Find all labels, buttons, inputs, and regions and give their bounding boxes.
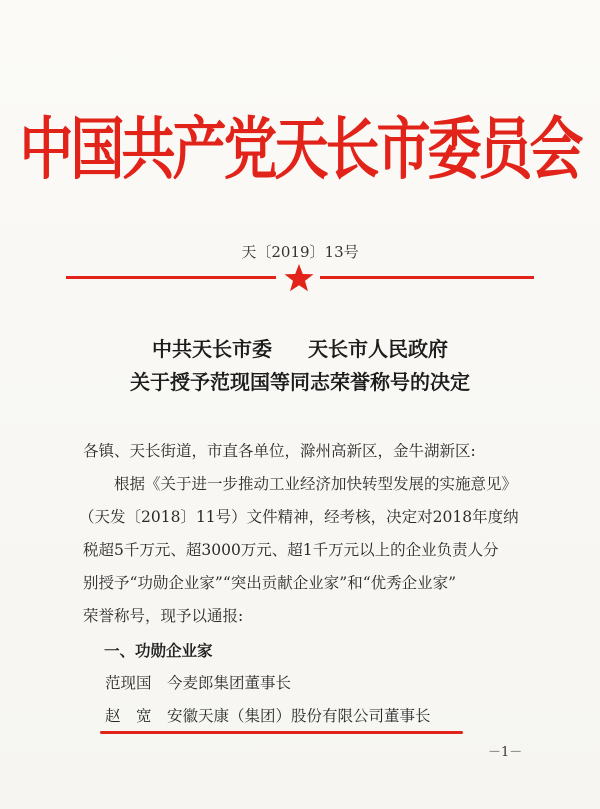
paragraph-line-1: 根据《关于进一步推动工业经济加快转型发展的实施意见》 <box>114 475 518 493</box>
paragraph-line-3: 税超5千万元、超3000万元、超1千万元以上的企业负责人分 <box>83 541 499 559</box>
awardee-name: 赵 宽 <box>105 707 152 725</box>
title-issuers <box>0 333 600 362</box>
red-divider-right <box>320 276 534 279</box>
awardee-role: 今麦郎集团董事长 <box>167 674 292 692</box>
paragraph-line-5: 荣誉称号，现予以通报: <box>83 607 244 625</box>
issuer-government: 天长市人民政府 <box>308 337 448 361</box>
paragraph-line-4: 别授予“功勋企业家”“突出贡献企业家”和“优秀企业家” <box>83 574 457 592</box>
masthead-title: 中国共产党天长市委员会 <box>19 110 581 189</box>
list-item <box>105 671 291 693</box>
salutation: 各镇、天长街道，市直各单位，滁州高新区，金牛湖新区: <box>83 442 476 460</box>
paragraph-line-2: （天发〔2018〕11号）文件精神，经考核，决定对2018年度纳 <box>79 508 519 526</box>
title-subject: 关于授予范现国等同志荣誉称号的决定 <box>130 370 470 394</box>
awardee-role: 安徽天康（集团）股份有限公司董事长 <box>167 707 431 725</box>
page-number: －1－ <box>488 745 523 760</box>
list-item <box>105 704 431 726</box>
section-heading-meritorious: 一、功勋企业家 <box>104 642 213 660</box>
issuer-party-committee: 中共天长市委 <box>152 337 272 361</box>
red-divider-left <box>66 276 276 279</box>
awardee-name: 范现国 <box>105 674 152 692</box>
red-underline-mark <box>100 731 463 734</box>
document-number: 天〔2019〕13号 <box>241 243 359 261</box>
red-star-icon <box>283 262 315 294</box>
